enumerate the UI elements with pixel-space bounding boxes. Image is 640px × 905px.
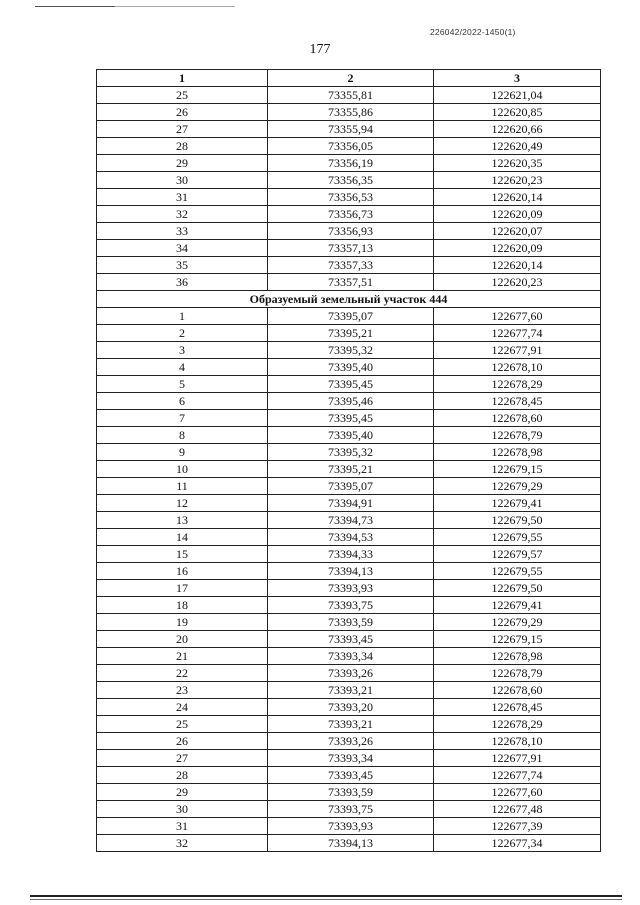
y-coordinate-cell: 122620,49 bbox=[434, 138, 601, 155]
y-coordinate-cell: 122621,04 bbox=[434, 87, 601, 104]
y-coordinate-cell: 122678,45 bbox=[434, 393, 601, 410]
y-coordinate-cell: 122678,60 bbox=[434, 682, 601, 699]
point-number-cell: 26 bbox=[97, 104, 268, 121]
table-row bbox=[97, 682, 601, 699]
table-row bbox=[97, 393, 601, 410]
point-number-cell: 17 bbox=[97, 580, 268, 597]
point-number-cell: 23 bbox=[97, 682, 268, 699]
x-coordinate-cell: 73394,13 bbox=[268, 835, 434, 852]
x-coordinate-cell: 73395,07 bbox=[268, 478, 434, 495]
x-coordinate-cell: 73393,45 bbox=[268, 767, 434, 784]
point-number-cell: 2 bbox=[97, 325, 268, 342]
x-coordinate-cell: 73394,53 bbox=[268, 529, 434, 546]
bottom-rule-thin bbox=[30, 899, 622, 900]
y-coordinate-cell: 122678,79 bbox=[434, 427, 601, 444]
y-coordinate-cell: 122677,74 bbox=[434, 767, 601, 784]
table-row bbox=[97, 478, 601, 495]
x-coordinate-cell: 73355,86 bbox=[268, 104, 434, 121]
section-row bbox=[97, 291, 601, 308]
y-coordinate-cell: 122679,55 bbox=[434, 563, 601, 580]
x-coordinate-cell: 73393,21 bbox=[268, 716, 434, 733]
y-coordinate-cell: 122677,60 bbox=[434, 308, 601, 325]
y-coordinate-cell: 122620,09 bbox=[434, 240, 601, 257]
bottom-rule bbox=[30, 895, 622, 897]
y-coordinate-cell: 122679,41 bbox=[434, 597, 601, 614]
table-row bbox=[97, 376, 601, 393]
table-row bbox=[97, 342, 601, 359]
table-row bbox=[97, 614, 601, 631]
table-row bbox=[97, 308, 601, 325]
y-coordinate-cell: 122678,10 bbox=[434, 733, 601, 750]
y-coordinate-cell: 122679,57 bbox=[434, 546, 601, 563]
point-number-cell: 18 bbox=[97, 597, 268, 614]
x-coordinate-cell: 73395,45 bbox=[268, 376, 434, 393]
point-number-cell: 36 bbox=[97, 274, 268, 291]
x-coordinate-cell: 73393,20 bbox=[268, 699, 434, 716]
table-row bbox=[97, 257, 601, 274]
table-row bbox=[97, 580, 601, 597]
coordinates-table bbox=[96, 69, 601, 852]
table-row bbox=[97, 699, 601, 716]
y-coordinate-cell: 122678,98 bbox=[434, 648, 601, 665]
x-coordinate-cell: 73395,21 bbox=[268, 325, 434, 342]
table-row bbox=[97, 597, 601, 614]
y-coordinate-cell: 122679,15 bbox=[434, 631, 601, 648]
table-row bbox=[97, 818, 601, 835]
point-number-cell: 30 bbox=[97, 172, 268, 189]
y-coordinate-cell: 122677,39 bbox=[434, 818, 601, 835]
y-coordinate-cell: 122678,45 bbox=[434, 699, 601, 716]
point-number-cell: 27 bbox=[97, 750, 268, 767]
point-number-cell: 22 bbox=[97, 665, 268, 682]
y-coordinate-cell: 122677,34 bbox=[434, 835, 601, 852]
point-number-cell: 1 bbox=[97, 308, 268, 325]
point-number-cell: 25 bbox=[97, 87, 268, 104]
top-rule bbox=[35, 6, 115, 7]
x-coordinate-cell: 73394,91 bbox=[268, 495, 434, 512]
x-coordinate-cell: 73394,13 bbox=[268, 563, 434, 580]
point-number-cell: 29 bbox=[97, 155, 268, 172]
x-coordinate-cell: 73395,32 bbox=[268, 342, 434, 359]
y-coordinate-cell: 122620,66 bbox=[434, 121, 601, 138]
page-number: 177 bbox=[309, 42, 331, 57]
column-header: 3 bbox=[434, 70, 601, 87]
table-row bbox=[97, 189, 601, 206]
point-number-cell: 8 bbox=[97, 427, 268, 444]
document-number: 226042/2022-1450(1) bbox=[430, 27, 516, 37]
x-coordinate-cell: 73355,94 bbox=[268, 121, 434, 138]
x-coordinate-cell: 73393,34 bbox=[268, 750, 434, 767]
table-row bbox=[97, 716, 601, 733]
x-coordinate-cell: 73394,33 bbox=[268, 546, 434, 563]
point-number-cell: 34 bbox=[97, 240, 268, 257]
table-row bbox=[97, 495, 601, 512]
y-coordinate-cell: 122679,50 bbox=[434, 580, 601, 597]
table-row bbox=[97, 444, 601, 461]
x-coordinate-cell: 73395,21 bbox=[268, 461, 434, 478]
point-number-cell: 5 bbox=[97, 376, 268, 393]
y-coordinate-cell: 122620,23 bbox=[434, 172, 601, 189]
table-row bbox=[97, 104, 601, 121]
y-coordinate-cell: 122677,91 bbox=[434, 342, 601, 359]
point-number-cell: 19 bbox=[97, 614, 268, 631]
table-body bbox=[97, 87, 601, 852]
table-row bbox=[97, 359, 601, 376]
point-number-cell: 35 bbox=[97, 257, 268, 274]
point-number-cell: 3 bbox=[97, 342, 268, 359]
x-coordinate-cell: 73395,07 bbox=[268, 308, 434, 325]
point-number-cell: 32 bbox=[97, 206, 268, 223]
y-coordinate-cell: 122677,48 bbox=[434, 801, 601, 818]
y-coordinate-cell: 122679,15 bbox=[434, 461, 601, 478]
y-coordinate-cell: 122679,41 bbox=[434, 495, 601, 512]
x-coordinate-cell: 73393,26 bbox=[268, 665, 434, 682]
x-coordinate-cell: 73393,75 bbox=[268, 801, 434, 818]
point-number-cell: 24 bbox=[97, 699, 268, 716]
y-coordinate-cell: 122678,79 bbox=[434, 665, 601, 682]
point-number-cell: 29 bbox=[97, 784, 268, 801]
table-row bbox=[97, 801, 601, 818]
point-number-cell: 9 bbox=[97, 444, 268, 461]
point-number-cell: 25 bbox=[97, 716, 268, 733]
point-number-cell: 28 bbox=[97, 138, 268, 155]
table-row bbox=[97, 274, 601, 291]
point-number-cell: 31 bbox=[97, 818, 268, 835]
x-coordinate-cell: 73395,46 bbox=[268, 393, 434, 410]
table-row bbox=[97, 784, 601, 801]
point-number-cell: 6 bbox=[97, 393, 268, 410]
x-coordinate-cell: 73395,40 bbox=[268, 427, 434, 444]
table-row bbox=[97, 121, 601, 138]
table-row bbox=[97, 410, 601, 427]
x-coordinate-cell: 73393,59 bbox=[268, 784, 434, 801]
x-coordinate-cell: 73393,75 bbox=[268, 597, 434, 614]
table-row bbox=[97, 223, 601, 240]
y-coordinate-cell: 122677,74 bbox=[434, 325, 601, 342]
x-coordinate-cell: 73393,59 bbox=[268, 614, 434, 631]
table-row bbox=[97, 87, 601, 104]
table-row bbox=[97, 529, 601, 546]
y-coordinate-cell: 122679,55 bbox=[434, 529, 601, 546]
y-coordinate-cell: 122678,29 bbox=[434, 716, 601, 733]
point-number-cell: 4 bbox=[97, 359, 268, 376]
y-coordinate-cell: 122677,60 bbox=[434, 784, 601, 801]
y-coordinate-cell: 122620,14 bbox=[434, 257, 601, 274]
y-coordinate-cell: 122678,98 bbox=[434, 444, 601, 461]
table-row bbox=[97, 631, 601, 648]
x-coordinate-cell: 73356,05 bbox=[268, 138, 434, 155]
x-coordinate-cell: 73393,26 bbox=[268, 733, 434, 750]
x-coordinate-cell: 73356,73 bbox=[268, 206, 434, 223]
point-number-cell: 32 bbox=[97, 835, 268, 852]
y-coordinate-cell: 122620,07 bbox=[434, 223, 601, 240]
table-row bbox=[97, 733, 601, 750]
table-header-row bbox=[97, 70, 601, 87]
point-number-cell: 14 bbox=[97, 529, 268, 546]
point-number-cell: 27 bbox=[97, 121, 268, 138]
table-row bbox=[97, 461, 601, 478]
x-coordinate-cell: 73393,21 bbox=[268, 682, 434, 699]
y-coordinate-cell: 122679,29 bbox=[434, 478, 601, 495]
table-row bbox=[97, 512, 601, 529]
y-coordinate-cell: 122679,29 bbox=[434, 614, 601, 631]
point-number-cell: 30 bbox=[97, 801, 268, 818]
point-number-cell: 13 bbox=[97, 512, 268, 529]
x-coordinate-cell: 73395,32 bbox=[268, 444, 434, 461]
table-row bbox=[97, 172, 601, 189]
top-rule-faint bbox=[115, 6, 235, 7]
section-title: Образуемый земельный участок 444 bbox=[97, 291, 601, 308]
point-number-cell: 21 bbox=[97, 648, 268, 665]
table-row bbox=[97, 155, 601, 172]
point-number-cell: 16 bbox=[97, 563, 268, 580]
x-coordinate-cell: 73395,40 bbox=[268, 359, 434, 376]
x-coordinate-cell: 73393,93 bbox=[268, 818, 434, 835]
table-row bbox=[97, 206, 601, 223]
x-coordinate-cell: 73356,35 bbox=[268, 172, 434, 189]
y-coordinate-cell: 122620,35 bbox=[434, 155, 601, 172]
point-number-cell: 7 bbox=[97, 410, 268, 427]
column-header: 2 bbox=[268, 70, 434, 87]
point-number-cell: 12 bbox=[97, 495, 268, 512]
y-coordinate-cell: 122678,29 bbox=[434, 376, 601, 393]
y-coordinate-cell: 122620,09 bbox=[434, 206, 601, 223]
y-coordinate-cell: 122678,10 bbox=[434, 359, 601, 376]
y-coordinate-cell: 122620,23 bbox=[434, 274, 601, 291]
table-row bbox=[97, 325, 601, 342]
x-coordinate-cell: 73355,81 bbox=[268, 87, 434, 104]
table-row bbox=[97, 648, 601, 665]
x-coordinate-cell: 73356,53 bbox=[268, 189, 434, 206]
y-coordinate-cell: 122679,50 bbox=[434, 512, 601, 529]
x-coordinate-cell: 73356,93 bbox=[268, 223, 434, 240]
x-coordinate-cell: 73357,51 bbox=[268, 274, 434, 291]
point-number-cell: 26 bbox=[97, 733, 268, 750]
column-header: 1 bbox=[97, 70, 268, 87]
table-row bbox=[97, 767, 601, 784]
table-row bbox=[97, 665, 601, 682]
table-row bbox=[97, 138, 601, 155]
point-number-cell: 11 bbox=[97, 478, 268, 495]
table-row bbox=[97, 546, 601, 563]
x-coordinate-cell: 73393,34 bbox=[268, 648, 434, 665]
y-coordinate-cell: 122620,85 bbox=[434, 104, 601, 121]
point-number-cell: 31 bbox=[97, 189, 268, 206]
y-coordinate-cell: 122678,60 bbox=[434, 410, 601, 427]
x-coordinate-cell: 73395,45 bbox=[268, 410, 434, 427]
table-row bbox=[97, 240, 601, 257]
point-number-cell: 28 bbox=[97, 767, 268, 784]
x-coordinate-cell: 73394,73 bbox=[268, 512, 434, 529]
x-coordinate-cell: 73393,93 bbox=[268, 580, 434, 597]
x-coordinate-cell: 73357,13 bbox=[268, 240, 434, 257]
x-coordinate-cell: 73393,45 bbox=[268, 631, 434, 648]
table-row bbox=[97, 427, 601, 444]
table-row bbox=[97, 750, 601, 767]
point-number-cell: 20 bbox=[97, 631, 268, 648]
point-number-cell: 33 bbox=[97, 223, 268, 240]
table-row bbox=[97, 563, 601, 580]
table-row bbox=[97, 835, 601, 852]
point-number-cell: 15 bbox=[97, 546, 268, 563]
x-coordinate-cell: 73356,19 bbox=[268, 155, 434, 172]
point-number-cell: 10 bbox=[97, 461, 268, 478]
y-coordinate-cell: 122677,91 bbox=[434, 750, 601, 767]
y-coordinate-cell: 122620,14 bbox=[434, 189, 601, 206]
x-coordinate-cell: 73357,33 bbox=[268, 257, 434, 274]
